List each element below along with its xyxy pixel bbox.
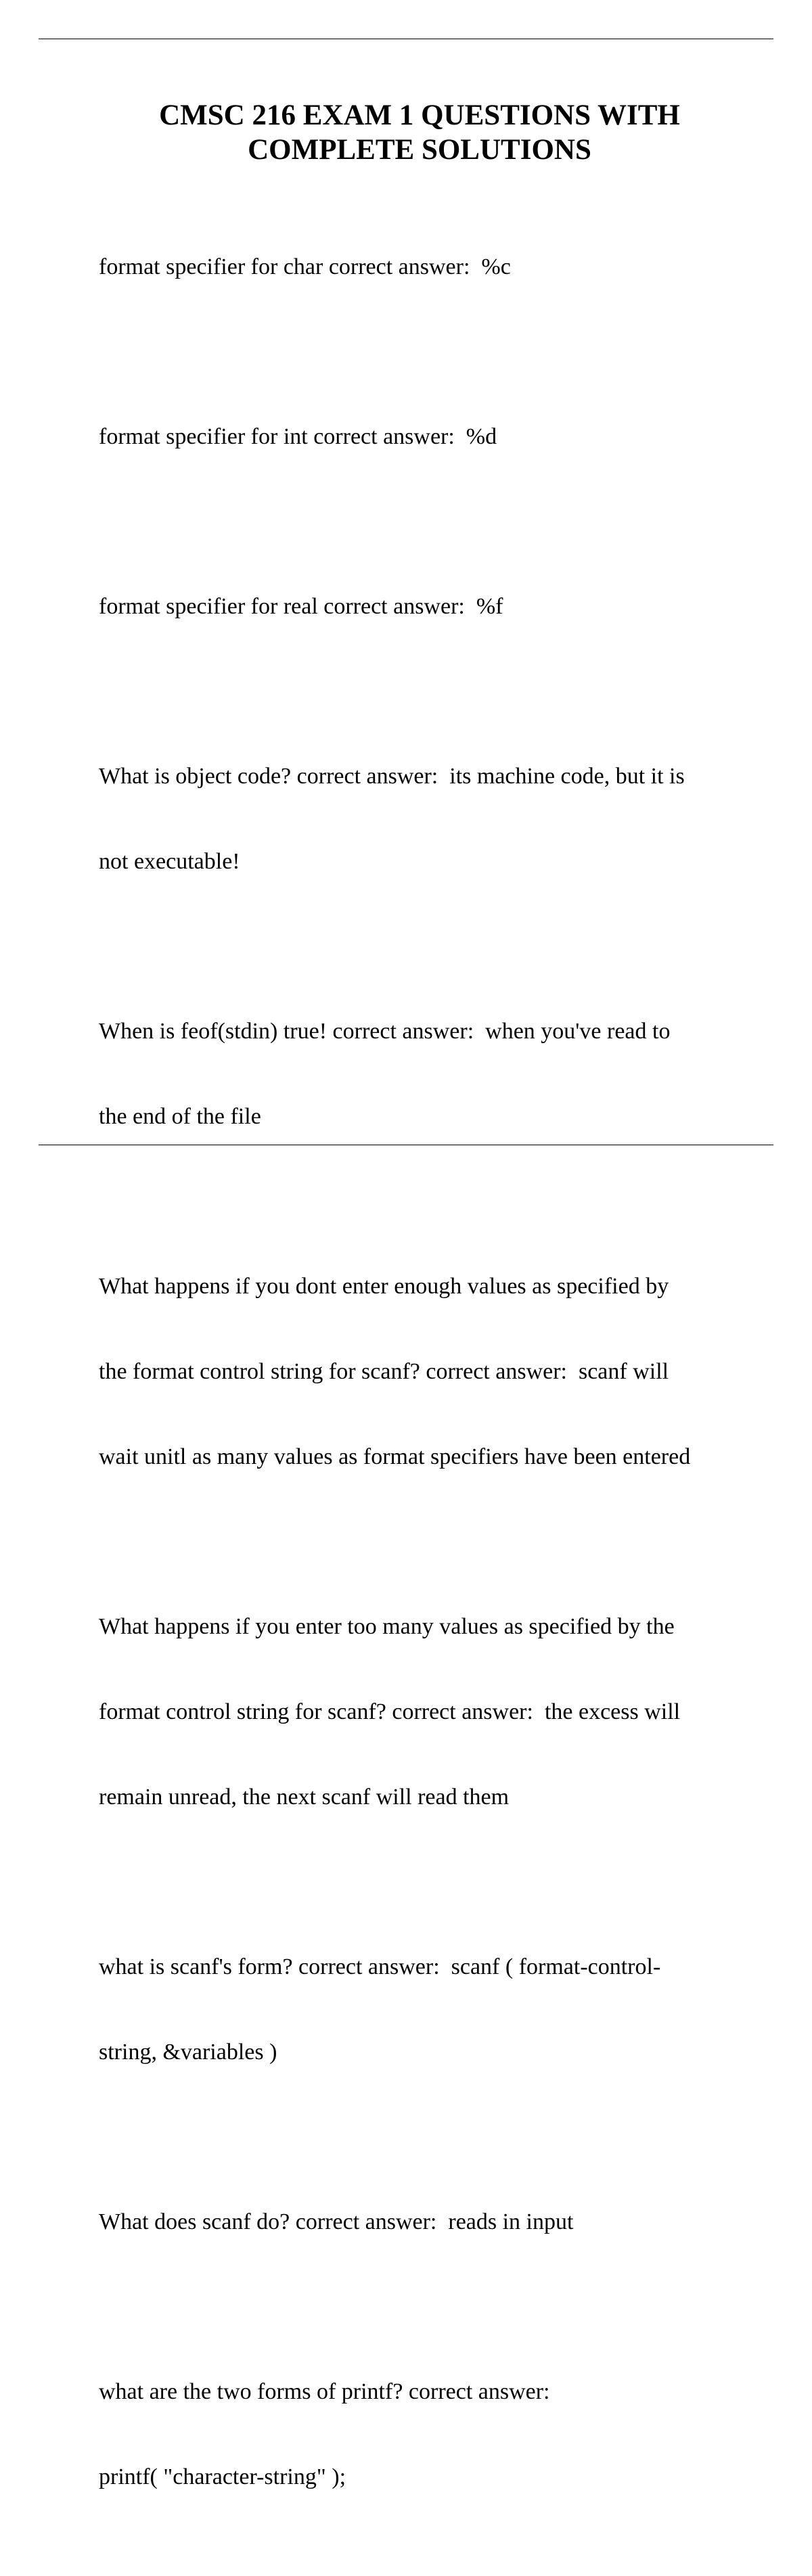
qa-item — [99, 706, 748, 933]
qa-line: What happens if you dont enter enough values as specified by — [99, 1274, 669, 1299]
qa-line: format specifier for int correct answer: %d — [99, 424, 497, 449]
qa-line: not executable! — [99, 849, 240, 874]
qa-line: printf( "character-string" ); — [99, 2464, 346, 2489]
qa-line: format specifier for char correct answer: %c — [99, 254, 511, 279]
qa-item — [99, 2321, 748, 2548]
qa-line: wait unitl as many values as format specifiers have been entered — [99, 1444, 691, 1469]
qa-line: What happens if you enter too many values as specified by the — [99, 1614, 675, 1639]
qa-line: What is object code? correct answer: its machine code, but it is — [99, 764, 685, 789]
document-title — [68, 98, 771, 167]
qa-line: what is scanf's form? correct answer: scanf ( format-control- — [99, 1954, 661, 1979]
title-line: COMPLETE SOLUTIONS — [248, 134, 591, 166]
qa-item — [99, 2151, 748, 2293]
qa-item — [99, 1896, 748, 2123]
qa-item — [99, 536, 748, 678]
qa-line: format control string for scanf? correct answer: the excess will — [99, 1699, 681, 1724]
qa-item — [99, 1556, 748, 1868]
qa-line: what are the two forms of printf? correct answer: — [99, 2379, 550, 2404]
qa-item — [99, 961, 748, 1188]
qa-item — [99, 196, 748, 338]
qa-line: format specifier for real correct answer: %f — [99, 594, 503, 619]
qa-item — [99, 1216, 748, 1528]
qa-line: When is feof(stdin) true! correct answer: when you've read to — [99, 1019, 671, 1044]
qa-item — [99, 366, 748, 508]
qa-line: the format control string for scanf? correct answer: scanf will — [99, 1359, 669, 1384]
qa-line: What does scanf do? correct answer: reads in input — [99, 2209, 574, 2234]
qa-list — [99, 196, 748, 2576]
qa-line: remain unread, the next scanf will read them — [99, 1785, 510, 1810]
title-line: CMSC 216 EXAM 1 QUESTIONS WITH — [159, 99, 680, 131]
qa-line: string, &variables ) — [99, 2040, 277, 2065]
qa-line: the end of the file — [99, 1104, 261, 1129]
